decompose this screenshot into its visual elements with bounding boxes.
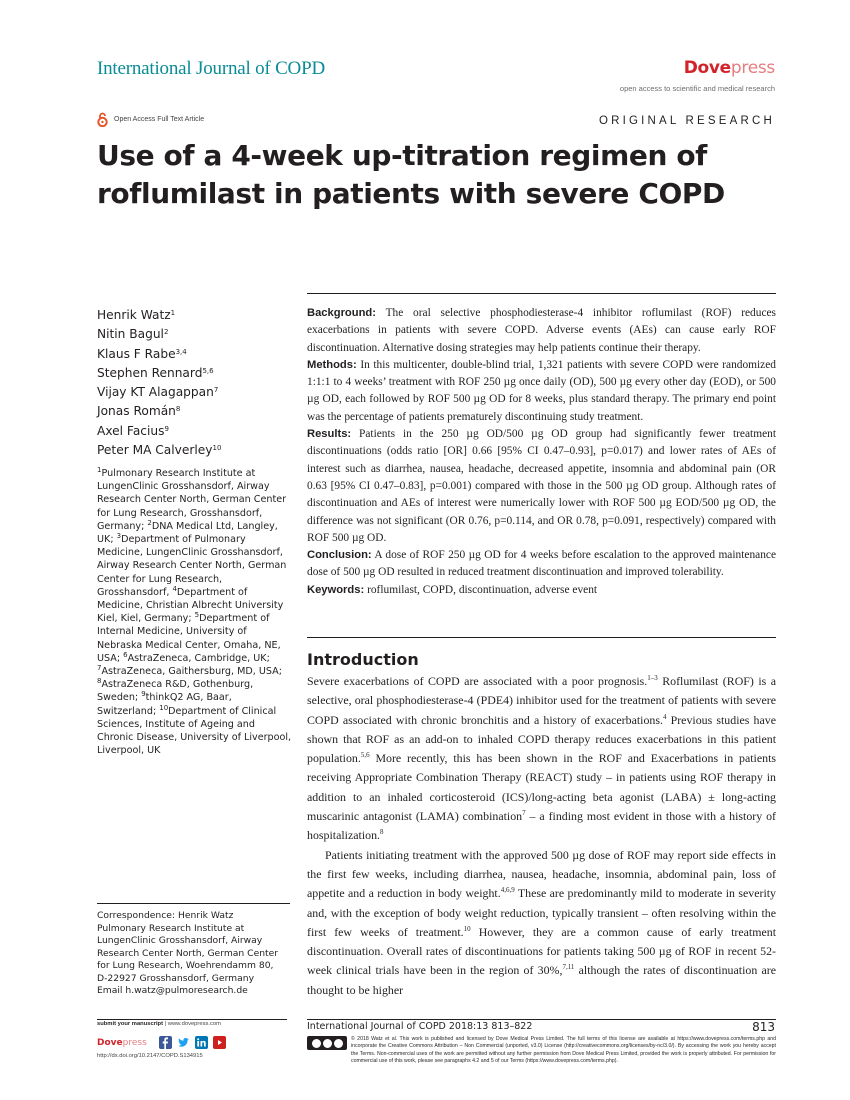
- correspondence: Correspondence: Henrik Watz Pulmonary Research Institute at LungenClinic Grosshansdorf, Airway Research Center North, German Center for Lung Research, Woehrendamm 80, D-22927 Grosshansdorf, Germany Email h.watz@pulmoresearch.de: [97, 910, 297, 998]
- author: Henrik Watz$^1$: [97, 308, 176, 322]
- paragraph: Severe exacerbations of COPD are associated with a poor prognosis.$^{1-3}$ Roflumilast (ROF) is a selective, oral phosphodiesterase-4 (PDE4) inhibitor used for the treatment of patients with severe COPD associated with chronic bronchitis and a history of exacerbations.$^4$ Previous studies have shown that ROF as an add-on to inhaled COPD therapy reduces exacerbations in this patient population.$^{5,6}$ More recently, this has been shown in the ROF and Exacerbations in patients receiving Appropriate Combination Therapy (REACT) study – in patients using ROF therapy in addition to an inhaled corticosteroid (ICS)/long-acting beta agonist (LABA) ± long-acting muscarinic antagonist (LAMA) combination$^7$ – a finding most evident in those with a history of hospitalization.$^8$: [307, 674, 776, 843]
- author: Nitin Bagul$^2$: [97, 327, 169, 342]
- author: Stephen Rennard$^{5,6}$: [97, 365, 214, 380]
- author: Peter MA Calverley$^{10}$: [97, 443, 222, 458]
- citation-line: International Journal of COPD 2018:13 813–822: [307, 1021, 533, 1032]
- author: Klaus F Rabe$^{3,4}$: [97, 346, 187, 361]
- page-number: 813: [752, 1020, 775, 1034]
- author: Jonas Román$^8$: [97, 404, 181, 419]
- footer-dovepress-logo[interactable]: Dovepress: [97, 1037, 147, 1048]
- article-type: ORIGINAL RESEARCH: [598, 115, 775, 127]
- social-links: [159, 1036, 226, 1049]
- open-access-text: Open Access Full Text Article: [114, 116, 205, 123]
- introduction-body: [307, 672, 776, 1000]
- logo-light: press: [730, 58, 775, 78]
- linkedin-icon[interactable]: [195, 1036, 208, 1049]
- footer-right-rule: [307, 1019, 776, 1020]
- affiliations: $^1$Pulmonary Research Institute at LungenClinic Grosshansdorf, Airway Research Center North, German Center for Lung Research, Grosshansdorf, Germany; $^2$DNA Medical Ltd, Langley, UK; $^3$Department of Pulmonary Medicine, LungenClinic Grosshansdorf, Airway Research Center North, German Center for Lung Research, Grosshansdorf, $^4$Department of Medicine, Christian Albrecht University Kiel, Kiel, Germany; $^5$Department of Internal Medicine, University of Nebraska Medical Center, Omaha, NE, USA; $^6$AstraZeneca, Cambridge, UK; $^7$AstraZeneca, Gaithersburg, MD, USA; $^8$AstraZeneca R&D, Gothenburg, Sweden; $^9$thinkQ2 AG, Baar, Switzerland; $^{10}$Department of Clinical Sciences, Institute of Ageing and Chronic Disease, University of Liverpool, Liverpool, UK: [97, 466, 292, 757]
- open-access-lock-icon: [97, 112, 108, 127]
- publisher-tagline: open access to scientific and medical research: [619, 84, 775, 93]
- cc-circle-icon: [312, 1039, 321, 1048]
- journal-name[interactable]: International Journal of COPD: [97, 58, 325, 79]
- nc-circle-icon: [334, 1039, 343, 1048]
- author-list: [97, 306, 221, 460]
- abstract-bottom-rule: [307, 637, 776, 638]
- abstract-background: Background: The oral selective phosphodiesterase-4 inhibitor roflumilast (ROF) reduces exacerbations in patients with severe COPD. Adverse events (AEs) can cause early ROF discontinuation. Alternative dosing strategies may help patients continue their therapy.: [307, 307, 776, 354]
- abstract-methods: Methods: In this multicenter, double-blind trial, 1,321 patients with severe COPD were randomized 1:1:1 to 4 weeks’ treatment with ROF 250 µg once daily (OD), 500 µg every other day (EOD), or 500 µg OD, each followed by ROF 500 µg OD for 8 weeks, plus standard therapy. The primary end point was the percentage of patients prematurely discontinuing study treatment.: [307, 358, 776, 423]
- dovepress-logo[interactable]: [684, 58, 775, 78]
- doi-link[interactable]: http://dx.doi.org/10.2147/COPD.S134915: [97, 1053, 203, 1059]
- correspondence-email[interactable]: Email h.watz@pulmoresearch.de: [97, 985, 248, 996]
- author: Axel Facius$^9$: [97, 423, 169, 438]
- open-access-badge: [97, 112, 204, 127]
- license-text: © 2018 Watz et al. This work is published and licensed by Dove Medical Press Limited. The full terms of this license are available at https://www.dovepress.com/terms.php and incorporate the Creative Commons Attribution – Non Commercial (unported, v3.0) License (http://creativecommons.org/licenses/by-nc/3.0/). By accessing the work you hereby accept the Terms. Non-commercial uses of the work are permitted without any further permission from Dove Medical Press Limited, provided the work is properly attributed. For permission for commercial use of this work, please see paragraphs 4.2 and 5 of our Terms (https://www.dovepress.com/terms.php).: [351, 1036, 776, 1065]
- youtube-icon[interactable]: [213, 1036, 226, 1049]
- author: Vijay KT Alagappan$^7$: [97, 385, 219, 400]
- logo-bold: Dove: [683, 58, 731, 78]
- footer-left: [97, 1020, 277, 1059]
- submit-manuscript-link[interactable]: submit your manuscript | www.dovepress.com: [97, 1021, 221, 1027]
- paragraph: Patients initiating treatment with the approved 500 µg dose of ROF may report side effects in the first few weeks, including diarrhea, nausea, headache, insomnia, abdominal pain, loss of appetite and a reduction in body weight.$^{4,6,9}$ These are predominantly mild to moderate in severity and, with the exception of body weight reduction, typically transient – often resolving within the first few weeks of treatment.$^{10}$ However, they are a common cause of early treatment discontinuation. Overall rates of discontinuations for patients taking 500 µg of ROF in recent 52-week clinical trials have been in the region of 30%,$^{7,11}$ although the rates of discontinuation are thought to be higher: [307, 847, 777, 997]
- correspondence-divider: [97, 903, 290, 904]
- abstract-results: Results: Patients in the 250 µg OD/500 µg OD group had significantly fewer treatment discontinuations (odds ratio [OR] 0.66 [95% CI 0.47–0.93], p=0.017) and lower rates of AEs of interest such as diarrhea, nausea, headache, decreased appetite, insomnia and abdominal pain (OR 0.63 [95% CI 0.47–0.83], p=0.001) compared with those in the 500 µg OD group. Although rates of discontinuation and AEs of interest were numerically lower with ROF 500 µg EOD/500 µg OD, the difference was not significant (OR 0.76, p=0.114, and OR 0.78, p=0.091, respectively) compared with ROF 500 µg OD.: [307, 428, 776, 544]
- abstract-conclusion: Conclusion: A dose of ROF 250 µg OD for 4 weeks before escalation to the approved maintenance dose of 500 µg OD resulted in reduced treatment discontinuation and improved tolerability.: [307, 549, 776, 579]
- abstract-top-rule: [307, 293, 776, 294]
- abstract: [307, 305, 776, 599]
- twitter-icon[interactable]: [177, 1036, 190, 1049]
- facebook-icon[interactable]: [159, 1036, 172, 1049]
- creative-commons-icon[interactable]: [307, 1036, 347, 1050]
- license-block: [307, 1036, 776, 1066]
- section-heading-introduction: Introduction: [307, 650, 419, 669]
- article-title: Use of a 4-week up-titration regimen of roflumilast in patients with severe COPD: [97, 139, 725, 210]
- abstract-keywords: Keywords: roflumilast, COPD, discontinuation, adverse event: [307, 583, 598, 596]
- by-circle-icon: [323, 1039, 332, 1048]
